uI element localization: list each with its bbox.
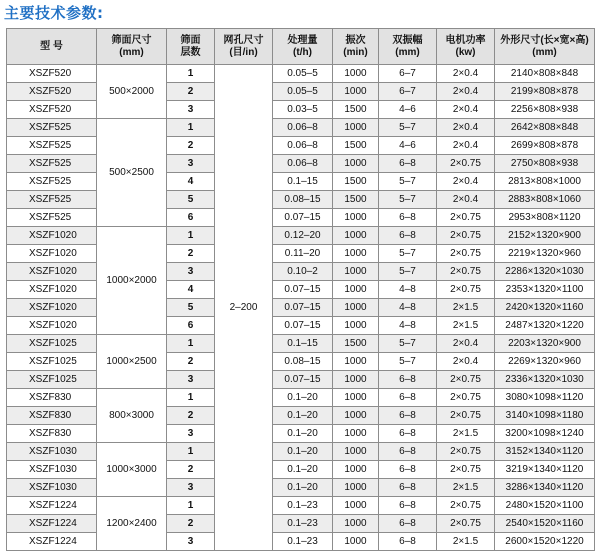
capacity-cell: 0.1–20 (273, 443, 333, 461)
layers-cell: 2 (167, 83, 215, 101)
table-row (7, 461, 595, 479)
header-vibration: 振次 (min) (333, 29, 379, 65)
layers-cell: 4 (167, 281, 215, 299)
header-screen-size: 筛面尺寸 (mm) (97, 29, 167, 65)
power-cell: 2×1.5 (437, 317, 495, 335)
layers-cell: 5 (167, 299, 215, 317)
vibration-cell: 1000 (333, 281, 379, 299)
vibration-cell: 1000 (333, 263, 379, 281)
amplitude-cell: 6–8 (379, 497, 437, 515)
capacity-cell: 0.10–2 (273, 263, 333, 281)
model-cell: XSZF1025 (7, 371, 97, 389)
amplitude-cell: 4–8 (379, 281, 437, 299)
amplitude-cell: 5–7 (379, 173, 437, 191)
dimensions-cell: 3286×1340×1120 (495, 479, 595, 497)
capacity-cell: 0.1–23 (273, 533, 333, 551)
model-cell: XSZF525 (7, 191, 97, 209)
dimensions-cell: 2480×1520×1100 (495, 497, 595, 515)
power-cell: 2×0.75 (437, 281, 495, 299)
model-cell: XSZF1020 (7, 317, 97, 335)
page-title: 主要技术参数: (4, 4, 104, 22)
layers-cell: 3 (167, 425, 215, 443)
layers-cell: 2 (167, 137, 215, 155)
power-cell: 2×0.75 (437, 443, 495, 461)
vibration-cell: 1000 (333, 299, 379, 317)
capacity-cell: 0.07–15 (273, 209, 333, 227)
dimensions-cell: 3200×1098×1240 (495, 425, 595, 443)
amplitude-cell: 5–7 (379, 263, 437, 281)
dimensions-cell: 2813×808×1000 (495, 173, 595, 191)
vibration-cell: 1000 (333, 317, 379, 335)
capacity-cell: 0.12–20 (273, 227, 333, 245)
table-row (7, 119, 595, 137)
layers-cell: 2 (167, 353, 215, 371)
layers-cell: 1 (167, 119, 215, 137)
power-cell: 2×0.75 (437, 515, 495, 533)
amplitude-cell: 6–8 (379, 389, 437, 407)
header-capacity: 处理量 (t/h) (273, 29, 333, 65)
model-cell: XSZF1025 (7, 335, 97, 353)
power-cell: 2×0.75 (437, 155, 495, 173)
table-row (7, 209, 595, 227)
model-cell: XSZF520 (7, 101, 97, 119)
table-row (7, 227, 595, 245)
dimensions-cell: 3219×1340×1120 (495, 461, 595, 479)
model-cell: XSZF520 (7, 83, 97, 101)
capacity-cell: 0.1–23 (273, 515, 333, 533)
model-cell: XSZF525 (7, 173, 97, 191)
table-row (7, 497, 595, 515)
model-cell: XSZF1020 (7, 227, 97, 245)
table-row (7, 479, 595, 497)
amplitude-cell: 5–7 (379, 353, 437, 371)
table-row (7, 425, 595, 443)
power-cell: 2×0.4 (437, 65, 495, 83)
power-cell: 2×0.4 (437, 137, 495, 155)
vibration-cell: 1500 (333, 191, 379, 209)
layers-cell: 1 (167, 227, 215, 245)
screen-size-cell: 500×2000 (97, 65, 167, 119)
dimensions-cell: 2642×808×848 (495, 119, 595, 137)
capacity-cell: 0.11–20 (273, 245, 333, 263)
table-body (7, 65, 595, 551)
model-cell: XSZF525 (7, 119, 97, 137)
layers-cell: 2 (167, 407, 215, 425)
table-row (7, 263, 595, 281)
power-cell: 2×0.4 (437, 191, 495, 209)
amplitude-cell: 5–7 (379, 335, 437, 353)
power-cell: 2×0.75 (437, 389, 495, 407)
power-cell: 2×0.4 (437, 353, 495, 371)
header-dimensions: 外形尺寸(长×宽×高) (mm) (495, 29, 595, 65)
table-row (7, 173, 595, 191)
layers-cell: 1 (167, 389, 215, 407)
layers-cell: 3 (167, 371, 215, 389)
capacity-cell: 0.07–15 (273, 371, 333, 389)
capacity-cell: 0.07–15 (273, 299, 333, 317)
power-cell: 2×0.4 (437, 173, 495, 191)
vibration-cell: 1000 (333, 119, 379, 137)
amplitude-cell: 6–8 (379, 515, 437, 533)
dimensions-cell: 2269×1320×960 (495, 353, 595, 371)
table-row (7, 245, 595, 263)
dimensions-cell: 2540×1520×1160 (495, 515, 595, 533)
layers-cell: 2 (167, 461, 215, 479)
model-cell: XSZF1020 (7, 281, 97, 299)
model-cell: XSZF830 (7, 407, 97, 425)
amplitude-cell: 6–8 (379, 533, 437, 551)
layers-cell: 4 (167, 173, 215, 191)
vibration-cell: 1000 (333, 245, 379, 263)
amplitude-cell: 6–8 (379, 461, 437, 479)
table-row (7, 155, 595, 173)
capacity-cell: 0.1–20 (273, 407, 333, 425)
layers-cell: 3 (167, 101, 215, 119)
model-cell: XSZF525 (7, 155, 97, 173)
amplitude-cell: 6–7 (379, 65, 437, 83)
capacity-cell: 0.05–5 (273, 83, 333, 101)
vibration-cell: 1000 (333, 443, 379, 461)
screen-size-cell: 500×2500 (97, 119, 167, 227)
dimensions-cell: 2353×1320×1100 (495, 281, 595, 299)
table-row (7, 407, 595, 425)
capacity-cell: 0.08–15 (273, 191, 333, 209)
capacity-cell: 0.08–15 (273, 353, 333, 371)
table-row (7, 101, 595, 119)
model-cell: XSZF1020 (7, 263, 97, 281)
model-cell: XSZF1030 (7, 443, 97, 461)
dimensions-cell: 2699×808×878 (495, 137, 595, 155)
power-cell: 2×0.75 (437, 227, 495, 245)
model-cell: XSZF1030 (7, 479, 97, 497)
power-cell: 2×1.5 (437, 425, 495, 443)
capacity-cell: 0.07–15 (273, 317, 333, 335)
table-row (7, 317, 595, 335)
mesh-cell: 2–200 (215, 65, 273, 551)
layers-cell: 6 (167, 209, 215, 227)
layers-cell: 1 (167, 335, 215, 353)
capacity-cell: 0.03–5 (273, 101, 333, 119)
power-cell: 2×0.75 (437, 209, 495, 227)
dimensions-cell: 2336×1320×1030 (495, 371, 595, 389)
layers-cell: 3 (167, 263, 215, 281)
amplitude-cell: 4–6 (379, 137, 437, 155)
power-cell: 2×0.75 (437, 245, 495, 263)
table-row (7, 533, 595, 551)
vibration-cell: 1000 (333, 461, 379, 479)
capacity-cell: 0.1–20 (273, 461, 333, 479)
model-cell: XSZF1030 (7, 461, 97, 479)
power-cell: 2×0.4 (437, 335, 495, 353)
vibration-cell: 1000 (333, 155, 379, 173)
layers-cell: 2 (167, 245, 215, 263)
table-row (7, 137, 595, 155)
table-row (7, 191, 595, 209)
amplitude-cell: 6–7 (379, 83, 437, 101)
table-row (7, 83, 595, 101)
vibration-cell: 1000 (333, 533, 379, 551)
dimensions-cell: 2256×808×938 (495, 101, 595, 119)
vibration-cell: 1000 (333, 371, 379, 389)
vibration-cell: 1000 (333, 209, 379, 227)
power-cell: 2×0.4 (437, 83, 495, 101)
vibration-cell: 1000 (333, 65, 379, 83)
header-layers: 筛面 层数 (167, 29, 215, 65)
header-row (7, 29, 595, 65)
power-cell: 2×0.75 (437, 497, 495, 515)
dimensions-cell: 2750×808×938 (495, 155, 595, 173)
dimensions-cell: 2420×1320×1160 (495, 299, 595, 317)
dimensions-cell: 2140×808×848 (495, 65, 595, 83)
layers-cell: 5 (167, 191, 215, 209)
vibration-cell: 1500 (333, 137, 379, 155)
amplitude-cell: 5–7 (379, 191, 437, 209)
table-row (7, 281, 595, 299)
model-cell: XSZF1224 (7, 515, 97, 533)
capacity-cell: 0.06–8 (273, 119, 333, 137)
power-cell: 2×0.4 (437, 101, 495, 119)
amplitude-cell: 6–8 (379, 371, 437, 389)
model-cell: XSZF520 (7, 65, 97, 83)
model-cell: XSZF1224 (7, 497, 97, 515)
vibration-cell: 1000 (333, 425, 379, 443)
power-cell: 2×0.75 (437, 263, 495, 281)
screen-size-cell: 1000×2500 (97, 335, 167, 389)
dimensions-cell: 2286×1320×1030 (495, 263, 595, 281)
table-row (7, 389, 595, 407)
model-cell: XSZF525 (7, 209, 97, 227)
amplitude-cell: 6–8 (379, 443, 437, 461)
dimensions-cell: 3080×1098×1120 (495, 389, 595, 407)
header-mesh: 网孔尺寸 (目/in) (215, 29, 273, 65)
layers-cell: 3 (167, 155, 215, 173)
capacity-cell: 0.07–15 (273, 281, 333, 299)
table-row (7, 335, 595, 353)
model-cell: XSZF1224 (7, 533, 97, 551)
layers-cell: 1 (167, 65, 215, 83)
capacity-cell: 0.06–8 (273, 137, 333, 155)
vibration-cell: 1000 (333, 497, 379, 515)
layers-cell: 1 (167, 443, 215, 461)
layers-cell: 6 (167, 317, 215, 335)
spec-table (6, 28, 595, 551)
capacity-cell: 0.1–23 (273, 497, 333, 515)
dimensions-cell: 2883×808×1060 (495, 191, 595, 209)
vibration-cell: 1500 (333, 173, 379, 191)
dimensions-cell: 2152×1320×900 (495, 227, 595, 245)
vibration-cell: 1000 (333, 407, 379, 425)
capacity-cell: 0.1–20 (273, 389, 333, 407)
screen-size-cell: 800×3000 (97, 389, 167, 443)
model-cell: XSZF830 (7, 425, 97, 443)
screen-size-cell: 1200×2400 (97, 497, 167, 551)
capacity-cell: 0.1–20 (273, 425, 333, 443)
power-cell: 2×0.75 (437, 371, 495, 389)
power-cell: 2×0.75 (437, 461, 495, 479)
vibration-cell: 1500 (333, 335, 379, 353)
dimensions-cell: 2199×808×878 (495, 83, 595, 101)
dimensions-cell: 3152×1340×1120 (495, 443, 595, 461)
dimensions-cell: 2203×1320×900 (495, 335, 595, 353)
model-cell: XSZF1020 (7, 245, 97, 263)
screen-size-cell: 1000×2000 (97, 227, 167, 335)
amplitude-cell: 4–6 (379, 101, 437, 119)
dimensions-cell: 2953×808×1120 (495, 209, 595, 227)
dimensions-cell: 3140×1098×1180 (495, 407, 595, 425)
amplitude-cell: 4–8 (379, 299, 437, 317)
capacity-cell: 0.05–5 (273, 65, 333, 83)
capacity-cell: 0.1–15 (273, 173, 333, 191)
dimensions-cell: 2600×1520×1220 (495, 533, 595, 551)
amplitude-cell: 6–8 (379, 155, 437, 173)
layers-cell: 2 (167, 515, 215, 533)
layers-cell: 3 (167, 533, 215, 551)
layers-cell: 3 (167, 479, 215, 497)
model-cell: XSZF525 (7, 137, 97, 155)
power-cell: 2×0.75 (437, 407, 495, 425)
amplitude-cell: 6–8 (379, 407, 437, 425)
dimensions-cell: 2219×1320×960 (495, 245, 595, 263)
amplitude-cell: 6–8 (379, 479, 437, 497)
table-row (7, 443, 595, 461)
amplitude-cell: 6–8 (379, 209, 437, 227)
model-cell: XSZF1020 (7, 299, 97, 317)
table-row (7, 299, 595, 317)
vibration-cell: 1000 (333, 479, 379, 497)
power-cell: 2×0.4 (437, 119, 495, 137)
table-row (7, 353, 595, 371)
capacity-cell: 0.1–15 (273, 335, 333, 353)
layers-cell: 1 (167, 497, 215, 515)
header-power: 电机功率 (kw) (437, 29, 495, 65)
power-cell: 2×1.5 (437, 299, 495, 317)
header-amplitude: 双振幅 (mm) (379, 29, 437, 65)
table-row (7, 65, 595, 83)
model-cell: XSZF1025 (7, 353, 97, 371)
dimensions-cell: 2487×1320×1220 (495, 317, 595, 335)
model-cell: XSZF830 (7, 389, 97, 407)
amplitude-cell: 5–7 (379, 245, 437, 263)
header-model: 型 号 (7, 29, 97, 65)
vibration-cell: 1000 (333, 83, 379, 101)
vibration-cell: 1000 (333, 515, 379, 533)
table-row (7, 515, 595, 533)
vibration-cell: 1000 (333, 389, 379, 407)
capacity-cell: 0.06–8 (273, 155, 333, 173)
power-cell: 2×1.5 (437, 533, 495, 551)
vibration-cell: 1500 (333, 101, 379, 119)
amplitude-cell: 6–8 (379, 425, 437, 443)
amplitude-cell: 6–8 (379, 227, 437, 245)
power-cell: 2×1.5 (437, 479, 495, 497)
amplitude-cell: 4–8 (379, 317, 437, 335)
vibration-cell: 1000 (333, 353, 379, 371)
amplitude-cell: 5–7 (379, 119, 437, 137)
vibration-cell: 1000 (333, 227, 379, 245)
screen-size-cell: 1000×3000 (97, 443, 167, 497)
capacity-cell: 0.1–20 (273, 479, 333, 497)
table-row (7, 371, 595, 389)
